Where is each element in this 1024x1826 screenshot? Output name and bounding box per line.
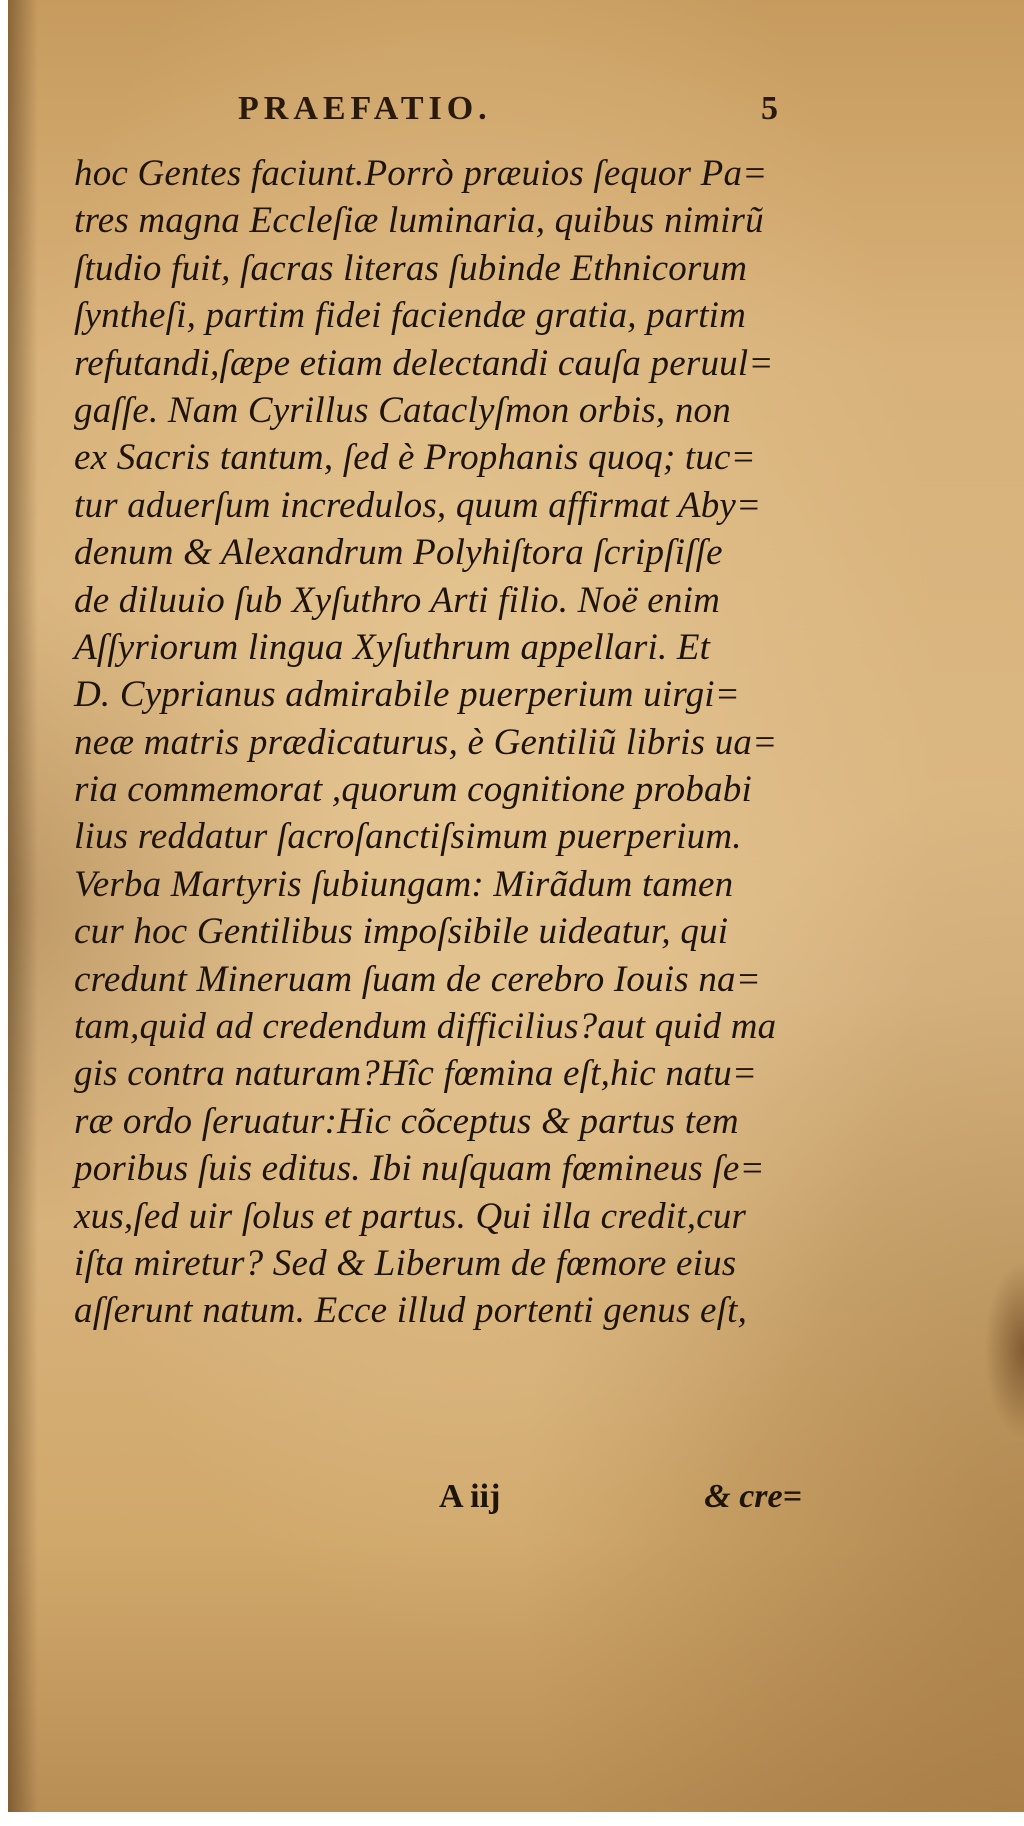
- text-line: ræ ordo ſeruatur:Hic cõceptus & partus tem: [74, 1100, 739, 1142]
- signature-mark: A iij: [439, 1478, 501, 1515]
- book-page: [8, 0, 1024, 1812]
- page-footer: [74, 1478, 804, 1524]
- text-line: aſſerunt natum. Ecce illud portenti genus eſt,: [74, 1290, 748, 1332]
- text-line: hoc Gentes faciunt.Porrò præuios ſequor Pa=: [74, 153, 768, 194]
- text-line: Aſſyriorum lingua Xyſuthrum appellari. Et: [74, 626, 711, 668]
- text-line: tur aduerſum incredulos, quum affirmat Aby=: [74, 484, 762, 526]
- text-line: xus,ſed uir ſolus et partus. Qui illa credit,cur: [74, 1195, 747, 1237]
- text-line: ſyntheſi, partim fidei faciendæ gratia, partim: [74, 295, 747, 337]
- text-line: cur hoc Gentilibus impoſsibile uideatur, qui: [74, 911, 729, 953]
- text-line: tam,quid ad credendum difficilius?aut quid ma: [74, 1006, 777, 1048]
- text-line: gaſſe. Nam Cyrillus Cataclyſmon orbis, non: [74, 389, 731, 431]
- spine-shadow: [8, 0, 38, 1812]
- text-line: ex Sacris tantum, ſed è Prophanis quoq; tuc=: [74, 437, 756, 479]
- text-line: de diluuio ſub Xyſuthro Arti filio. Noë enim: [74, 579, 720, 621]
- catchword: & cre=: [704, 1478, 802, 1515]
- text-line: Verba Martyris ſubiungam: Mirãdum tamen: [74, 863, 734, 905]
- text-line: ſtudio fuit, ſacras literas ſubinde Ethnicorum: [74, 247, 748, 289]
- text-line: gis contra naturam?Hîc fœmina eſt,hic natu=: [74, 1053, 758, 1095]
- text-line: ria commemorat ,quorum cognitione probabi: [74, 769, 752, 811]
- text-line: iſta miretur? Sed & Liberum de fœmore eius: [74, 1242, 737, 1284]
- body-text: [74, 150, 804, 1335]
- page-header: [238, 90, 778, 136]
- text-line: denum & Alexandrum Polyhiſtora ſcripſiſſe: [74, 532, 723, 574]
- paper-stain: [984, 1260, 1024, 1440]
- text-line: lius reddatur ſacroſanctiſsimum puerperium.: [74, 816, 742, 858]
- text-line: tres magna Eccleſiæ luminaria, quibus nimirũ: [74, 200, 764, 242]
- text-line: poribus ſuis editus. Ibi nuſquam fœmineus ſe=: [74, 1148, 765, 1190]
- text-line: neæ matris prædicaturus, è Gentiliũ libris ua=: [74, 721, 778, 763]
- text-line: refutandi,ſæpe etiam delectandi cauſa peruul=: [74, 342, 774, 384]
- text-line: D. Cyprianus admirabile puerperium uirgi=: [74, 674, 740, 716]
- running-title: PRAEFATIO.: [238, 90, 492, 127]
- page-number: 5: [761, 90, 778, 127]
- text-line: credunt Mineruam ſuam de cerebro Iouis na=: [74, 958, 761, 1000]
